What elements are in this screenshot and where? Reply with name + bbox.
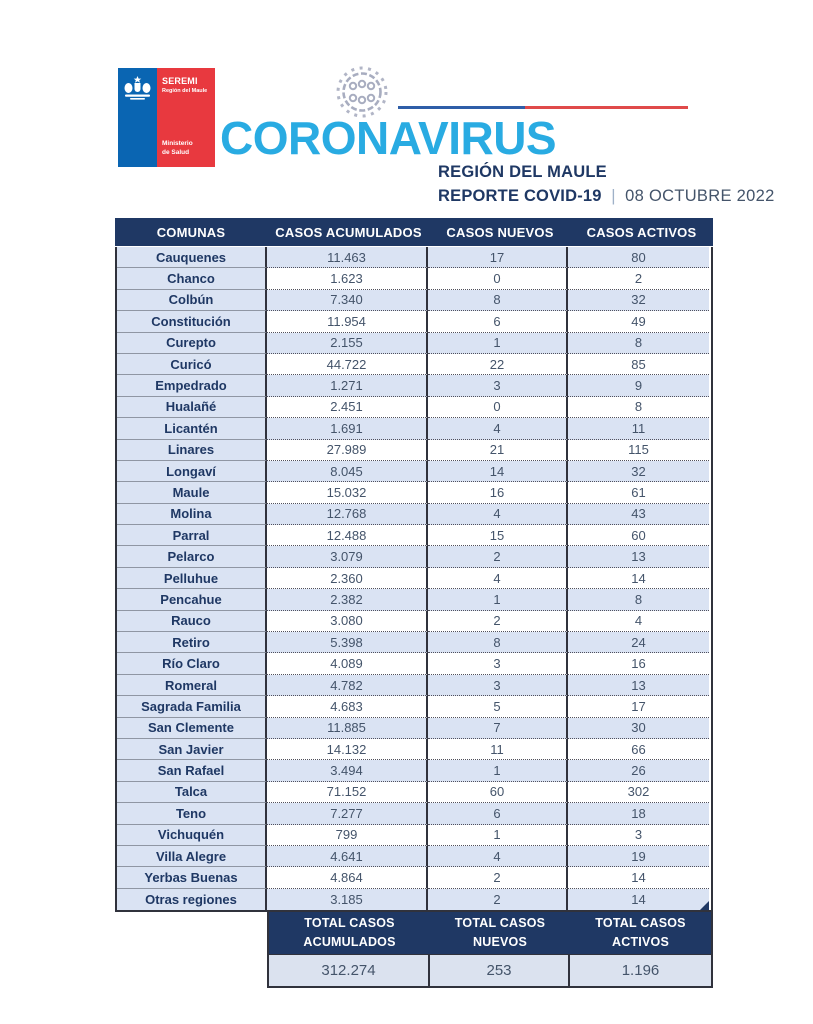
casos-nuevos-value: 5: [428, 696, 568, 717]
table-row: [117, 482, 711, 503]
comuna-name: Parral: [117, 525, 267, 546]
casos-nuevos-value: 17: [428, 247, 568, 268]
column-header-casos-activos: CASOS ACTIVOS: [586, 224, 697, 240]
casos-acumulados-value: 71.152: [267, 782, 428, 803]
seremi-logo: [118, 68, 215, 167]
casos-activos-value: 115: [568, 440, 709, 461]
casos-acumulados-value: 15.032: [267, 482, 428, 503]
casos-nuevos-value: 11: [428, 739, 568, 760]
comuna-name: Cauquenes: [117, 247, 267, 268]
table-row: [117, 675, 711, 696]
comuna-name: Colbún: [117, 290, 267, 311]
casos-activos-value: 8: [568, 397, 709, 418]
table-row: [117, 889, 711, 910]
casos-acumulados-value: 2.155: [267, 333, 428, 354]
table-row: [117, 782, 711, 803]
table-header-row: [115, 218, 713, 246]
casos-nuevos-value: 3: [428, 375, 568, 396]
casos-activos-value: 80: [568, 247, 709, 268]
casos-acumulados-value: 5.398: [267, 632, 428, 653]
comuna-name: San Javier: [117, 739, 267, 760]
casos-acumulados-value: 11.954: [267, 311, 428, 332]
comuna-name: Talca: [117, 782, 267, 803]
subtitle-separator: |: [611, 187, 616, 205]
page-title: CORONAVIRUS: [220, 112, 557, 164]
casos-nuevos-value: 60: [428, 782, 568, 803]
casos-acumulados-value: 27.989: [267, 440, 428, 461]
table-row: [117, 739, 711, 760]
table-row: [117, 803, 711, 824]
table-row: [117, 461, 711, 482]
totals-values-row: [269, 954, 711, 986]
casos-acumulados-value: 4.683: [267, 696, 428, 717]
casos-acumulados-value: 2.382: [267, 589, 428, 610]
casos-acumulados-value: 3.079: [267, 546, 428, 567]
casos-nuevos-value: 8: [428, 290, 568, 311]
casos-acumulados-value: 3.185: [267, 889, 428, 910]
casos-nuevos-value: 1: [428, 333, 568, 354]
table-row: [117, 546, 711, 567]
casos-activos-value: 26: [568, 760, 709, 781]
casos-activos-value: 60: [568, 525, 709, 546]
comuna-name: Pencahue: [117, 589, 267, 610]
report-date: 08 OCTUBRE 2022: [625, 187, 775, 205]
comuna-name: Linares: [117, 440, 267, 461]
table-row: [117, 718, 711, 739]
casos-activos-value: 14: [568, 889, 709, 910]
casos-nuevos-value: 2: [428, 889, 568, 910]
table-row: [117, 825, 711, 846]
region-subtitle: REGIÓN DEL MAULE: [438, 163, 607, 181]
table-row: [117, 632, 711, 653]
comuna-name: Otras regiones: [117, 889, 267, 910]
casos-activos-value: 3: [568, 825, 709, 846]
logo-ministry-text: Ministerio de Salud: [162, 140, 193, 157]
comuna-name: Retiro: [117, 632, 267, 653]
casos-activos-value: 13: [568, 546, 709, 567]
comuna-name: Curepto: [117, 333, 267, 354]
casos-acumulados-value: 4.641: [267, 846, 428, 867]
casos-activos-value: 43: [568, 504, 709, 525]
casos-activos-value: 16: [568, 653, 709, 674]
logo-red-panel: [157, 68, 215, 167]
comuna-name: Sagrada Familia: [117, 696, 267, 717]
table-row: [117, 867, 711, 888]
casos-nuevos-value: 8: [428, 632, 568, 653]
casos-nuevos-value: 0: [428, 268, 568, 289]
divider-red-segment: [525, 106, 688, 109]
comuna-name: Empedrado: [117, 375, 267, 396]
total-activos-label: [570, 912, 711, 954]
table-row: [117, 525, 711, 546]
comuna-name: Licantén: [117, 418, 267, 439]
casos-nuevos-value: 22: [428, 354, 568, 375]
comuna-name: San Clemente: [117, 718, 267, 739]
total-label-line: NUEVOS: [473, 935, 527, 950]
comuna-name: San Rafael: [117, 760, 267, 781]
casos-nuevos-value: 4: [428, 504, 568, 525]
total-nuevos-value: 253: [430, 955, 570, 986]
column-header-casos-nuevos: CASOS NUEVOS: [446, 224, 554, 240]
totals-header-row: [269, 912, 711, 954]
total-label-line: TOTAL CASOS: [454, 916, 546, 931]
comuna-name: Pelluhue: [117, 568, 267, 589]
comuna-name: Pelarco: [117, 546, 267, 567]
logo-blue-panel: [118, 68, 157, 167]
table-row: [117, 290, 711, 311]
casos-nuevos-value: 2: [428, 611, 568, 632]
casos-acumulados-value: 14.132: [267, 739, 428, 760]
table-body: [115, 247, 713, 912]
divider-blue-segment: [398, 106, 525, 109]
casos-nuevos-value: 7: [428, 718, 568, 739]
comuna-name: Longaví: [117, 461, 267, 482]
casos-nuevos-value: 3: [428, 675, 568, 696]
comuna-name: Curicó: [117, 354, 267, 375]
table-row: [117, 589, 711, 610]
casos-nuevos-value: 4: [428, 418, 568, 439]
total-label-line: ACTIVOS: [612, 935, 669, 950]
casos-acumulados-value: 12.768: [267, 504, 428, 525]
casos-acumulados-value: 8.045: [267, 461, 428, 482]
comuna-name: Hualañé: [117, 397, 267, 418]
totals-section: [267, 912, 713, 988]
total-acumulados-label: [269, 912, 430, 954]
casos-acumulados-value: 7.340: [267, 290, 428, 311]
column-header-casos-acumulados: CASOS ACUMULADOS: [275, 224, 422, 240]
comuna-name: Constitución: [117, 311, 267, 332]
comuna-name: Romeral: [117, 675, 267, 696]
casos-acumulados-value: 44.722: [267, 354, 428, 375]
table-row: [117, 504, 711, 525]
casos-acumulados-value: 3.494: [267, 760, 428, 781]
casos-nuevos-value: 4: [428, 846, 568, 867]
report-subtitle: [438, 187, 775, 206]
total-nuevos-label: [430, 912, 570, 954]
table-row: [117, 247, 711, 268]
logo-region-text: Región del Maule: [162, 88, 208, 94]
table-row: [117, 418, 711, 439]
table-row: [117, 568, 711, 589]
casos-activos-value: 49: [568, 311, 709, 332]
table-row: [117, 440, 711, 461]
table-row: [117, 311, 711, 332]
casos-nuevos-value: 1: [428, 589, 568, 610]
casos-activos-value: 4: [568, 611, 709, 632]
comuna-name: Vichuquén: [117, 825, 267, 846]
casos-acumulados-value: 11.463: [267, 247, 428, 268]
comuna-name: Maule: [117, 482, 267, 503]
table-row: [117, 760, 711, 781]
table-row: [117, 611, 711, 632]
total-label-line: ACUMULADOS: [303, 935, 396, 950]
casos-nuevos-value: 14: [428, 461, 568, 482]
casos-acumulados-value: 11.885: [267, 718, 428, 739]
casos-activos-value: 302: [568, 782, 709, 803]
divider-line: [398, 106, 688, 109]
casos-activos-value: 24: [568, 632, 709, 653]
casos-nuevos-value: 6: [428, 311, 568, 332]
casos-activos-value: 85: [568, 354, 709, 375]
table-row: [117, 333, 711, 354]
report-label: REPORTE COVID-19: [438, 187, 602, 205]
casos-nuevos-value: 0: [428, 397, 568, 418]
total-activos-value: 1.196: [621, 962, 660, 980]
casos-acumulados-value: 2.360: [267, 568, 428, 589]
casos-acumulados-value: 2.451: [267, 397, 428, 418]
comuna-name: Rauco: [117, 611, 267, 632]
comuna-name: Yerbas Buenas: [117, 867, 267, 888]
casos-acumulados-value: 4.864: [267, 867, 428, 888]
casos-acumulados-value: 1.623: [267, 268, 428, 289]
casos-acumulados-value: 1.271: [267, 375, 428, 396]
comuna-name: Villa Alegre: [117, 846, 267, 867]
casos-activos-value: 11: [568, 418, 709, 439]
comuna-name: Molina: [117, 504, 267, 525]
comuna-name: Chanco: [117, 268, 267, 289]
casos-nuevos-value: 15: [428, 525, 568, 546]
total-label-line: TOTAL CASOS: [304, 916, 395, 931]
comuna-name: Río Claro: [117, 653, 267, 674]
casos-activos-value: 14: [568, 867, 709, 888]
casos-acumulados-value: 1.691: [267, 418, 428, 439]
casos-activos-value: 2: [568, 268, 709, 289]
table-row: [117, 268, 711, 289]
casos-acumulados-value: 3.080: [267, 611, 428, 632]
casos-activos-value: 61: [568, 482, 709, 503]
table-row: [117, 846, 711, 867]
casos-activos-value: 32: [568, 461, 709, 482]
casos-activos-value: 19: [568, 846, 709, 867]
casos-acumulados-value: 4.782: [267, 675, 428, 696]
casos-activos-value: 30: [568, 718, 709, 739]
casos-activos-value: 13: [568, 675, 709, 696]
casos-nuevos-value: 2: [428, 546, 568, 567]
casos-activos-value: 8: [568, 589, 709, 610]
total-label-line: TOTAL CASOS: [595, 916, 686, 931]
table-row: [117, 653, 711, 674]
casos-activos-value: 32: [568, 290, 709, 311]
casos-acumulados-value: 7.277: [267, 803, 428, 824]
table-row: [117, 696, 711, 717]
table-row: [117, 354, 711, 375]
table-row: [117, 375, 711, 396]
casos-activos-value: 66: [568, 739, 709, 760]
comuna-name: Teno: [117, 803, 267, 824]
casos-nuevos-value: 2: [428, 867, 568, 888]
casos-activos-value: 8: [568, 333, 709, 354]
total-acumulados-value: 312.274: [269, 955, 430, 986]
casos-acumulados-value: 12.488: [267, 525, 428, 546]
casos-nuevos-value: 16: [428, 482, 568, 503]
casos-nuevos-value: 1: [428, 825, 568, 846]
casos-nuevos-value: 3: [428, 653, 568, 674]
logo-seremi-text: SEREMI: [162, 76, 198, 86]
table-row: [117, 397, 711, 418]
casos-acumulados-value: 4.089: [267, 653, 428, 674]
casos-nuevos-value: 21: [428, 440, 568, 461]
casos-activos-value: 9: [568, 375, 709, 396]
casos-nuevos-value: 6: [428, 803, 568, 824]
casos-acumulados-value: 799: [267, 825, 428, 846]
covid-table: [115, 218, 713, 988]
casos-activos-value: 17: [568, 696, 709, 717]
casos-activos-value: 18: [568, 803, 709, 824]
casos-nuevos-value: 4: [428, 568, 568, 589]
column-header-comunas: COMUNAS: [156, 224, 226, 240]
casos-activos-value: 14: [568, 568, 709, 589]
casos-nuevos-value: 1: [428, 760, 568, 781]
